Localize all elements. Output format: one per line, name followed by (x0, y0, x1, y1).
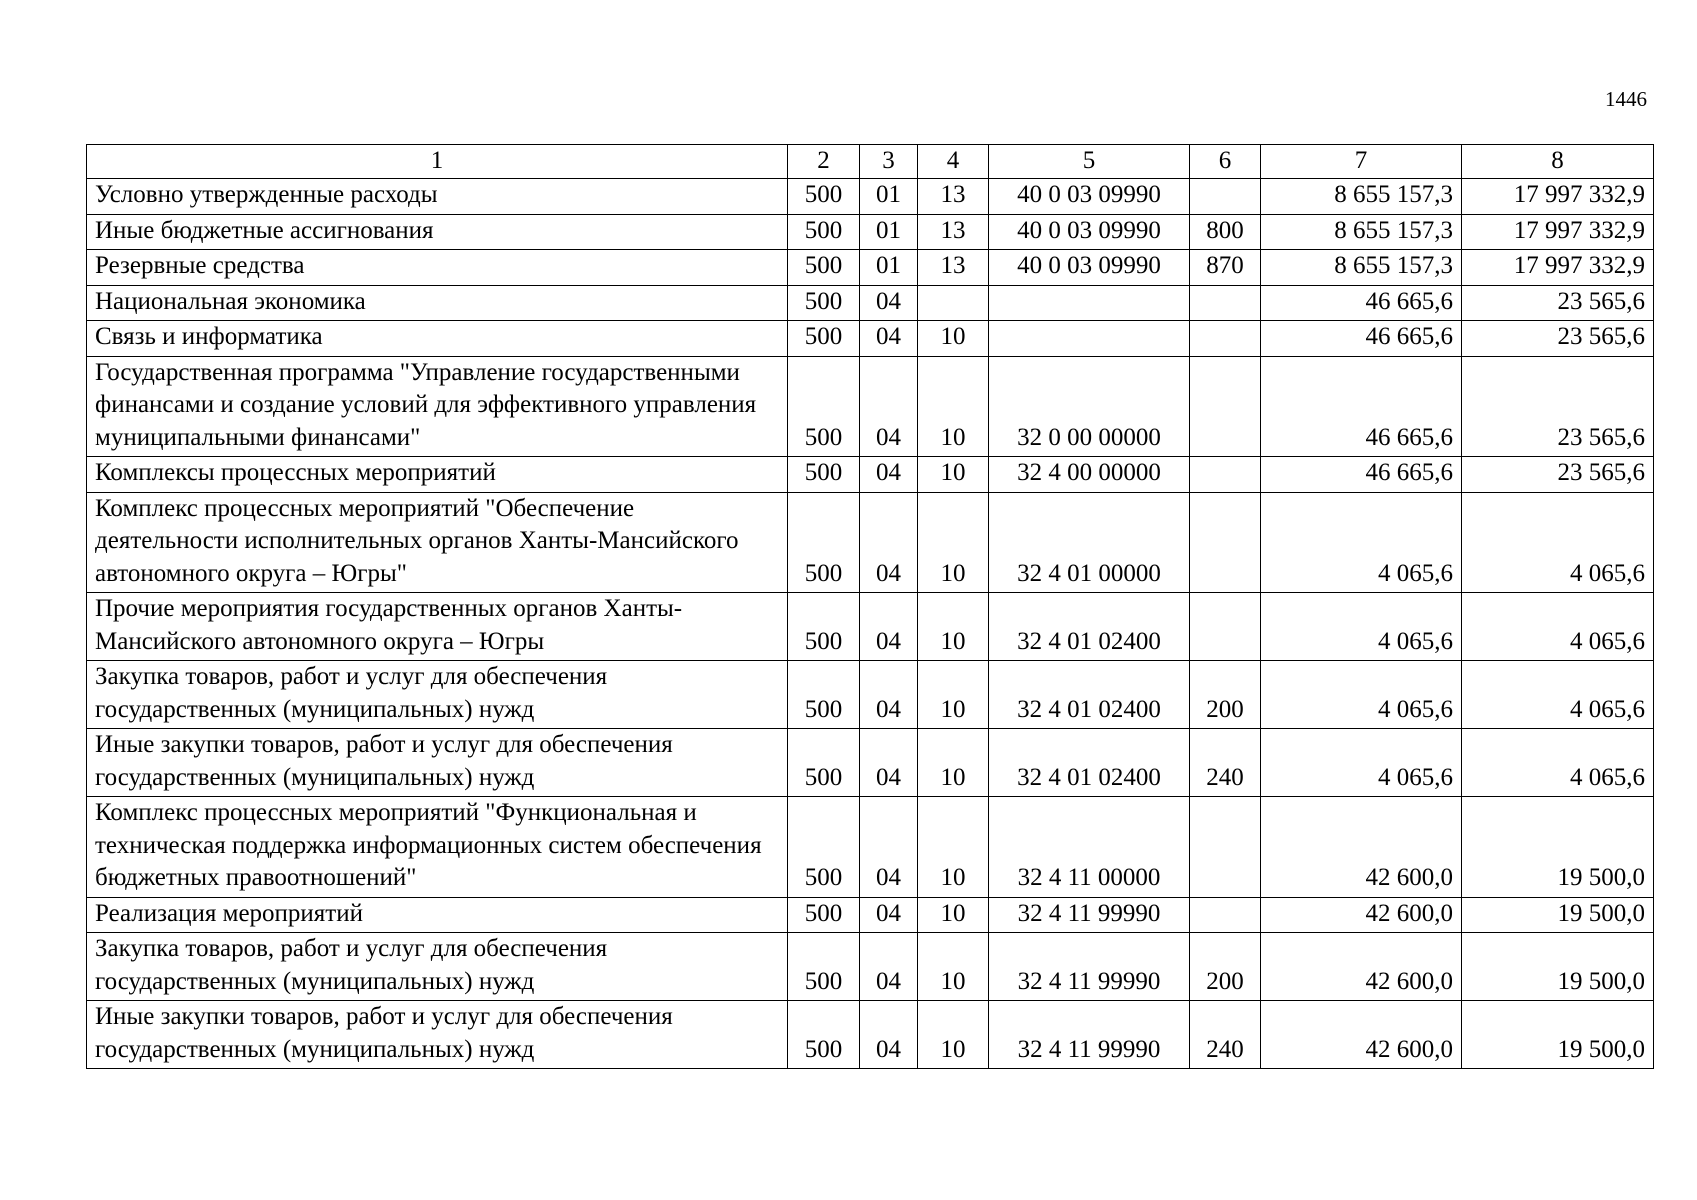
code-cell: 500 (788, 593, 860, 661)
amount-cell: 17 997 332,9 (1462, 179, 1654, 215)
code-cell: 10 (918, 1001, 989, 1069)
code-cell: 500 (788, 250, 860, 286)
amount-cell: 19 500,0 (1462, 1001, 1654, 1069)
code-cell: 10 (918, 492, 989, 593)
code-cell: 500 (788, 356, 860, 457)
page-number: 1446 (1605, 87, 1647, 111)
code-cell (1190, 285, 1261, 321)
code-cell: 10 (918, 593, 989, 661)
code-cell: 13 (918, 179, 989, 215)
code-cell: 04 (860, 797, 918, 898)
code-cell: 240 (1190, 1001, 1261, 1069)
code-cell: 40 0 03 09990 (989, 214, 1190, 250)
code-cell: 500 (788, 457, 860, 493)
table-row (87, 593, 1654, 661)
code-cell: 500 (788, 661, 860, 729)
code-cell: 500 (788, 797, 860, 898)
code-cell: 500 (788, 729, 860, 797)
header-cell: 6 (1190, 145, 1261, 179)
code-cell: 500 (788, 897, 860, 933)
header-cell: 1 (87, 145, 788, 179)
header-cell: 4 (918, 145, 989, 179)
code-cell: 800 (1190, 214, 1261, 250)
item-name-cell: Закупка товаров, работ и услуг для обеспечения государственных (муниципальных) нужд (87, 933, 788, 1001)
code-cell: 500 (788, 321, 860, 357)
code-cell: 32 4 01 02400 (989, 729, 1190, 797)
table-row (87, 661, 1654, 729)
item-name-cell: Национальная экономика (87, 285, 788, 321)
code-cell: 04 (860, 593, 918, 661)
code-cell: 32 4 01 00000 (989, 492, 1190, 593)
amount-cell: 4 065,6 (1261, 661, 1462, 729)
table-row (87, 729, 1654, 797)
code-cell: 04 (860, 1001, 918, 1069)
code-cell: 240 (1190, 729, 1261, 797)
amount-cell: 23 565,6 (1462, 457, 1654, 493)
code-cell (1190, 897, 1261, 933)
amount-cell: 4 065,6 (1462, 661, 1654, 729)
item-name-cell: Реализация мероприятий (87, 897, 788, 933)
amount-cell: 23 565,6 (1462, 321, 1654, 357)
code-cell (1190, 179, 1261, 215)
code-cell: 13 (918, 250, 989, 286)
item-name-cell: Резервные средства (87, 250, 788, 286)
item-name-cell: Комплекс процессных мероприятий "Обеспечение деятельности исполнительных органов Ханты-Мансийского автономного округа – Югры" (87, 492, 788, 593)
item-name-cell: Иные закупки товаров, работ и услуг для обеспечения государственных (муниципальных) нужд (87, 729, 788, 797)
code-cell: 04 (860, 729, 918, 797)
code-cell (1190, 356, 1261, 457)
table-row (87, 457, 1654, 493)
header-row (87, 145, 1654, 179)
table-row (87, 285, 1654, 321)
code-cell: 04 (860, 321, 918, 357)
amount-cell: 17 997 332,9 (1462, 250, 1654, 286)
code-cell: 500 (788, 492, 860, 593)
table-row (87, 321, 1654, 357)
code-cell (1190, 593, 1261, 661)
code-cell: 01 (860, 250, 918, 286)
code-cell (1190, 492, 1261, 593)
code-cell: 04 (860, 492, 918, 593)
amount-cell: 4 065,6 (1462, 729, 1654, 797)
table-row (87, 214, 1654, 250)
amount-cell: 8 655 157,3 (1261, 250, 1462, 286)
table-row (87, 250, 1654, 286)
amount-cell: 42 600,0 (1261, 897, 1462, 933)
item-name-cell: Прочие мероприятия государственных органов Ханты-Мансийского автономного округа – Югры (87, 593, 788, 661)
item-name-cell: Комплекс процессных мероприятий "Функциональная и техническая поддержка информационных систем обеспечения бюджетных правоотношений" (87, 797, 788, 898)
code-cell: 10 (918, 933, 989, 1001)
code-cell: 10 (918, 897, 989, 933)
code-cell: 04 (860, 457, 918, 493)
item-name-cell: Иные бюджетные ассигнования (87, 214, 788, 250)
code-cell: 500 (788, 179, 860, 215)
table-row (87, 933, 1654, 1001)
header-cell: 8 (1462, 145, 1654, 179)
table-row (87, 179, 1654, 215)
amount-cell: 46 665,6 (1261, 457, 1462, 493)
header-cell: 3 (860, 145, 918, 179)
amount-cell: 4 065,6 (1462, 593, 1654, 661)
code-cell: 200 (1190, 661, 1261, 729)
amount-cell: 23 565,6 (1462, 356, 1654, 457)
amount-cell: 46 665,6 (1261, 356, 1462, 457)
amount-cell: 17 997 332,9 (1462, 214, 1654, 250)
code-cell: 32 4 11 00000 (989, 797, 1190, 898)
code-cell (1190, 321, 1261, 357)
code-cell: 32 0 00 00000 (989, 356, 1190, 457)
code-cell: 32 4 00 00000 (989, 457, 1190, 493)
amount-cell: 8 655 157,3 (1261, 179, 1462, 215)
code-cell: 870 (1190, 250, 1261, 286)
code-cell: 04 (860, 356, 918, 457)
amount-cell: 23 565,6 (1462, 285, 1654, 321)
item-name-cell: Государственная программа "Управление государственными финансами и создание условий для эффективного управления муниципальными финансами" (87, 356, 788, 457)
code-cell: 500 (788, 1001, 860, 1069)
amount-cell: 19 500,0 (1462, 933, 1654, 1001)
code-cell: 10 (918, 356, 989, 457)
item-name-cell: Закупка товаров, работ и услуг для обеспечения государственных (муниципальных) нужд (87, 661, 788, 729)
code-cell: 32 4 11 99990 (989, 897, 1190, 933)
table-row (87, 797, 1654, 898)
code-cell: 10 (918, 797, 989, 898)
item-name-cell: Условно утвержденные расходы (87, 179, 788, 215)
amount-cell: 19 500,0 (1462, 797, 1654, 898)
code-cell: 32 4 11 99990 (989, 1001, 1190, 1069)
code-cell: 40 0 03 09990 (989, 179, 1190, 215)
amount-cell: 19 500,0 (1462, 897, 1654, 933)
amount-cell: 42 600,0 (1261, 1001, 1462, 1069)
item-name-cell: Связь и информатика (87, 321, 788, 357)
code-cell: 10 (918, 457, 989, 493)
code-cell: 200 (1190, 933, 1261, 1001)
code-cell: 10 (918, 661, 989, 729)
code-cell: 04 (860, 933, 918, 1001)
code-cell: 500 (788, 933, 860, 1001)
code-cell: 13 (918, 214, 989, 250)
code-cell: 04 (860, 285, 918, 321)
code-cell: 01 (860, 179, 918, 215)
code-cell: 04 (860, 897, 918, 933)
header-cell: 5 (989, 145, 1190, 179)
amount-cell: 4 065,6 (1261, 492, 1462, 593)
item-name-cell: Комплексы процессных мероприятий (87, 457, 788, 493)
code-cell: 40 0 03 09990 (989, 250, 1190, 286)
amount-cell: 4 065,6 (1462, 492, 1654, 593)
budget-table (86, 144, 1654, 1069)
table-row (87, 897, 1654, 933)
table-row (87, 492, 1654, 593)
code-cell: 32 4 11 99990 (989, 933, 1190, 1001)
code-cell: 32 4 01 02400 (989, 661, 1190, 729)
amount-cell: 4 065,6 (1261, 593, 1462, 661)
code-cell (1190, 797, 1261, 898)
code-cell: 10 (918, 321, 989, 357)
code-cell: 32 4 01 02400 (989, 593, 1190, 661)
table-row (87, 1001, 1654, 1069)
amount-cell: 46 665,6 (1261, 285, 1462, 321)
header-cell: 2 (788, 145, 860, 179)
header-cell: 7 (1261, 145, 1462, 179)
code-cell (989, 321, 1190, 357)
code-cell: 500 (788, 214, 860, 250)
amount-cell: 42 600,0 (1261, 933, 1462, 1001)
item-name-cell: Иные закупки товаров, работ и услуг для обеспечения государственных (муниципальных) нужд (87, 1001, 788, 1069)
code-cell (989, 285, 1190, 321)
code-cell: 04 (860, 661, 918, 729)
code-cell (1190, 457, 1261, 493)
amount-cell: 46 665,6 (1261, 321, 1462, 357)
code-cell: 10 (918, 729, 989, 797)
amount-cell: 8 655 157,3 (1261, 214, 1462, 250)
code-cell: 500 (788, 285, 860, 321)
amount-cell: 42 600,0 (1261, 797, 1462, 898)
code-cell (918, 285, 989, 321)
amount-cell: 4 065,6 (1261, 729, 1462, 797)
code-cell: 01 (860, 214, 918, 250)
table-row (87, 356, 1654, 457)
